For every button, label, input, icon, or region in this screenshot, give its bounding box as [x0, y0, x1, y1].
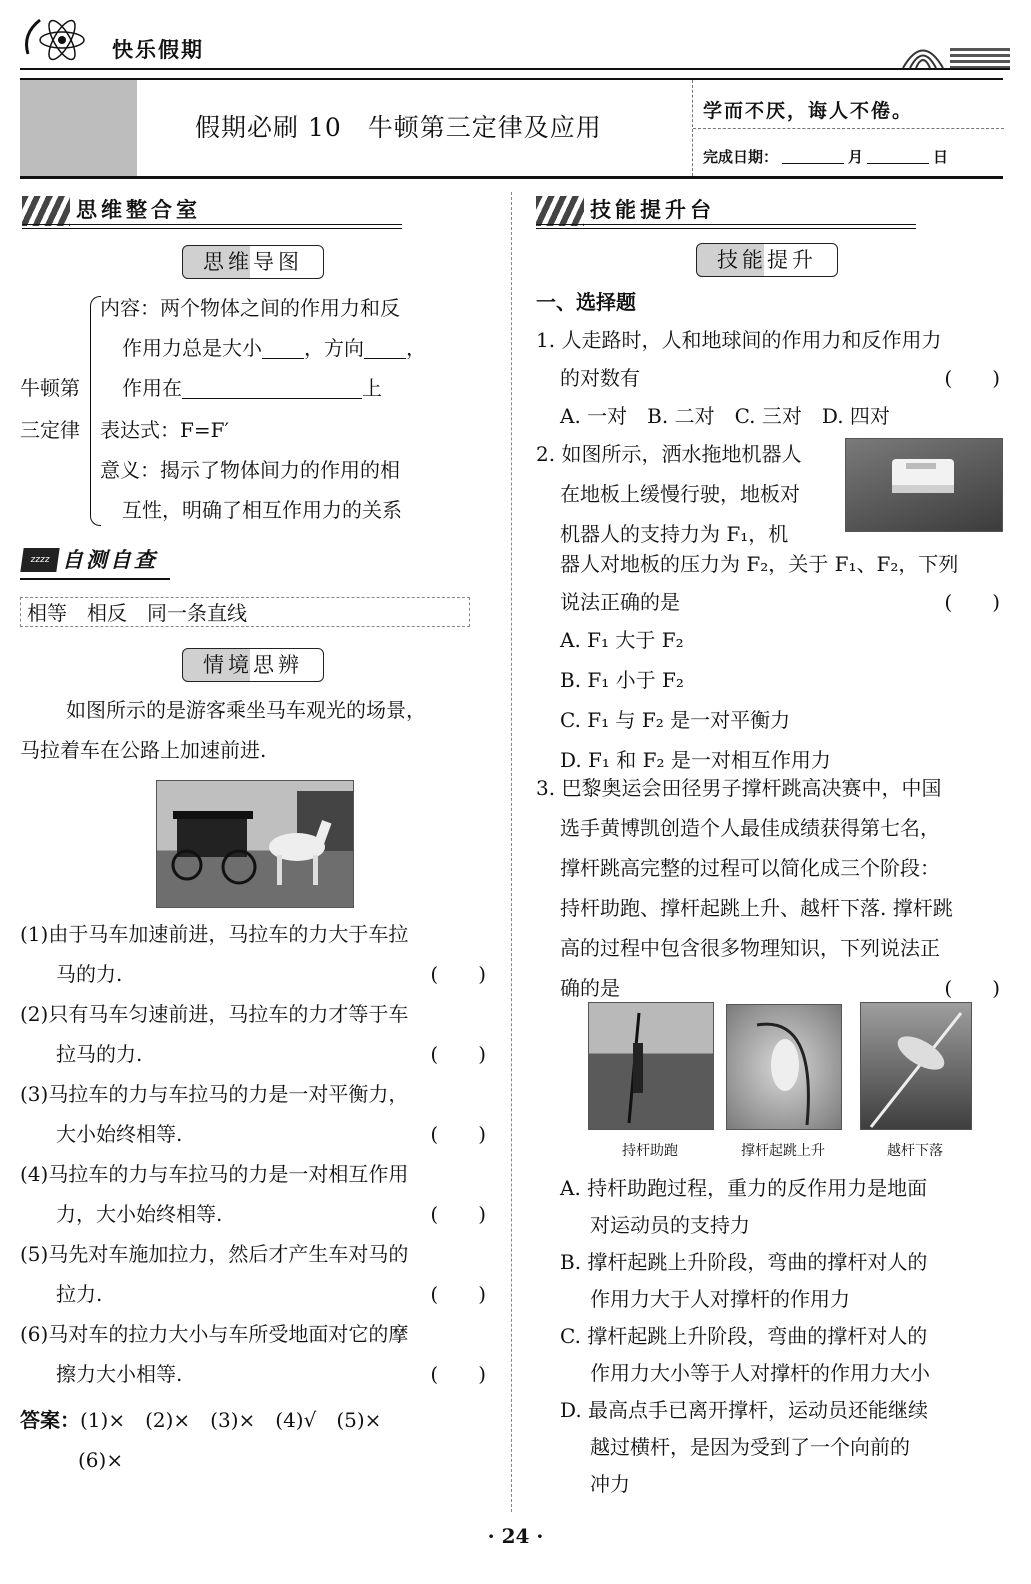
- title-gray-block: [20, 80, 137, 176]
- q3-option[interactable]: C. 撑杆起跳上升阶段，弯曲的撑杆对人的: [560, 1324, 928, 1348]
- selftest-icon: zzzz: [20, 548, 59, 572]
- q2-line-1: 2. 如图所示，洒水拖地机器人: [536, 442, 802, 466]
- section-rule: [22, 224, 402, 229]
- acting-blank[interactable]: [182, 376, 362, 399]
- robot-image: [845, 438, 1003, 532]
- q3-option[interactable]: A. 持杆助跑过程，重力的反作用力是地面: [560, 1176, 928, 1200]
- direction-blank[interactable]: [364, 336, 406, 359]
- judgement-answer-paren[interactable]: ( ): [430, 1122, 486, 1146]
- mindmap-line-meaning: 意义：揭示了物体间力的作用的相: [100, 458, 400, 482]
- judgement-line-1: (4)马拉车的力与车拉马的力是一对相互作用: [20, 1162, 409, 1186]
- q3-stem-line: 高的过程中包含很多物理知识，下列说法正: [560, 936, 940, 960]
- q3-option-continuation: 作用力大于人对撑杆的作用力: [590, 1287, 850, 1311]
- mindmap-line-expression: 表达式：F=F′: [100, 418, 230, 442]
- judgement-answer-paren[interactable]: ( ): [430, 1362, 486, 1386]
- judgement-line-1: (3)马拉车的力与车拉马的力是一对平衡力，: [20, 1082, 409, 1106]
- q3-option-continuation: 作用力大小等于人对撑杆的作用力大小: [590, 1361, 930, 1385]
- q3-stem-line: 撑杆跳高完整的过程可以简化成三个阶段：: [560, 856, 940, 880]
- day-blank[interactable]: [867, 149, 929, 164]
- completion-date: [703, 146, 948, 167]
- answer-label: 答案：: [20, 1408, 80, 1432]
- judgement-answer-paren[interactable]: ( ): [430, 1042, 486, 1066]
- scenario-text-2: 马拉着车在公路上加速前进.: [20, 738, 267, 762]
- judgement-line-1: (1)由于马车加速前进，马拉车的力大于车拉: [20, 922, 409, 946]
- q3-stem-line: 3. 巴黎奥运会田径男子撑杆跳高决赛中，中国: [536, 776, 942, 800]
- brand-name: 快乐假期: [112, 38, 204, 62]
- q3-stem-line: 持杆助跑、撑杆起跳上升、越杆下落. 撑杆跳: [560, 896, 953, 920]
- mindmap-line-meaning-2: 互性，明确了相互作用力的关系: [122, 498, 402, 522]
- q3-answer-paren[interactable]: ( ): [944, 976, 1000, 1000]
- pole-run-image: [588, 1002, 714, 1130]
- q3-option[interactable]: D. 最高点手已离开撑杆，运动员还能继续: [560, 1398, 929, 1422]
- q3-option-continuation: 对运动员的支持力: [590, 1213, 750, 1237]
- q3-stem: [536, 768, 1000, 1008]
- q2-line-3: 机器人的支持力为 F₁，机: [560, 522, 789, 546]
- magnitude-blank[interactable]: [262, 336, 304, 359]
- judgement-list: [20, 914, 486, 1394]
- section-title: 思维整合室: [76, 198, 201, 222]
- chevron-icon: [536, 196, 584, 226]
- selftest-label: [20, 544, 170, 580]
- q3-stem-line: 确的是 ( ): [536, 968, 1000, 1008]
- judgement-line-2: 力，大小始终相等. ( ): [20, 1194, 486, 1234]
- mindmap-topic-2: 三定律: [20, 418, 80, 442]
- header-bars-decoration: [950, 48, 1010, 68]
- q3-option-continuation: 冲力: [590, 1472, 630, 1496]
- q1-line-2: 的对数有 ( ): [560, 358, 1000, 398]
- mindmap-pill: 思维导图: [182, 245, 324, 279]
- pole-rise-image: [726, 1004, 842, 1130]
- q3-options: [560, 1170, 1002, 1503]
- section-title: 技能提升台: [590, 198, 715, 222]
- date-label: 完成日期：: [703, 148, 779, 166]
- month-label: 月: [848, 148, 864, 166]
- day-label: 日: [933, 148, 949, 166]
- motto: 学而不厌，诲人不倦。: [703, 100, 914, 122]
- judgement-line-1: (5)马先对车施加拉力，然后才产生车对马的: [20, 1242, 409, 1266]
- judgement-line-2: 拉力. ( ): [20, 1274, 486, 1314]
- scenario-pill: 情境思辨: [182, 648, 324, 682]
- header-rule: [20, 68, 1010, 70]
- answer-line-1: [20, 1400, 490, 1440]
- section-header-right: [536, 192, 916, 232]
- judgement-line-1: (2)只有马车匀速前进，马拉车的力才等于车: [20, 1002, 409, 1026]
- page-number: · 24 ·: [487, 1524, 544, 1548]
- page-title: 假期必刷 10 牛顿第三定律及应用: [195, 113, 602, 142]
- title-band: [20, 78, 1003, 179]
- judgement-line-2: 擦力大小相等. ( ): [20, 1354, 486, 1394]
- chevron-icon: [22, 196, 70, 226]
- q2-option[interactable]: B. F₁ 小于 F₂: [560, 668, 684, 692]
- motto-divider: [693, 128, 1004, 129]
- section-header-left: [22, 192, 402, 232]
- mindmap-line-content: 内容：两个物体之间的作用力和反: [100, 296, 400, 320]
- q3-option[interactable]: B. 撑杆起跳上升阶段，弯曲的撑杆对人的: [560, 1250, 928, 1274]
- answer-line-2: (6)×: [78, 1448, 124, 1472]
- selftest-title: 自测自查: [62, 547, 158, 572]
- judgement-line-2: 拉马的力. ( ): [20, 1034, 486, 1074]
- q1-line-1: 1. 人走路时，人和地球间的作用力和反作用力: [536, 328, 942, 352]
- caption-bar-clear: 越杆下落: [887, 1143, 943, 1159]
- q1-answer-paren[interactable]: ( ): [944, 366, 1000, 390]
- robot-illustration: [846, 439, 1002, 531]
- judgement-line-1: (6)马对车的拉力大小与车所受地面对它的摩: [20, 1322, 409, 1346]
- q2-line-5: 说法正确的是 ( ): [560, 582, 1000, 622]
- judgement-answer-paren[interactable]: ( ): [430, 1202, 486, 1226]
- pole-rise-illustration: [727, 1005, 841, 1129]
- q1-options: A. 一对 B. 二对 C. 三对 D. 四对: [560, 404, 890, 428]
- part-title: 一、选择题: [536, 290, 636, 314]
- caption-pole-rise: 撑杆起跳上升: [741, 1143, 825, 1159]
- skill-pill: 技能提升: [696, 243, 838, 277]
- mindmap-line-acting: 作用在 上: [122, 376, 382, 400]
- section-rule: [536, 224, 916, 229]
- scenario-text-1: 如图所示的是游客乘坐马车观光的场景，: [66, 698, 426, 722]
- q2-answer-paren[interactable]: ( ): [944, 590, 1000, 614]
- flower-decoration-icon: [898, 38, 948, 68]
- bar-clear-illustration: [861, 1003, 971, 1129]
- selftest-answers: 相等 相反 同一条直线: [20, 597, 470, 627]
- header-brand: [20, 14, 1010, 66]
- horse-carriage-image: [156, 780, 354, 908]
- month-blank[interactable]: [782, 149, 844, 164]
- mindmap-line-direction: 作用力总是大小 ，方向 ，: [122, 336, 426, 360]
- motto-box: [692, 80, 1004, 176]
- atom-logo-icon: [20, 14, 90, 66]
- q2-line-2: 在地板上缓慢行驶，地板对: [560, 482, 800, 506]
- judgement-line-2: 大小始终相等. ( ): [20, 1114, 486, 1154]
- q3-stem-line: 选手黄博凯创造个人最佳成绩获得第七名，: [560, 816, 940, 840]
- caption-pole-run: 持杆助跑: [622, 1143, 678, 1159]
- judgement-answer-paren[interactable]: ( ): [430, 962, 486, 986]
- judgement-answer-paren[interactable]: ( ): [430, 1282, 486, 1306]
- bar-clear-image: [860, 1002, 972, 1130]
- q2-option[interactable]: D. F₁ 和 F₂ 是一对相互作用力: [560, 748, 831, 772]
- carriage-illustration: [157, 781, 353, 907]
- column-divider: [511, 192, 512, 1512]
- q2-option[interactable]: C. F₁ 与 F₂ 是一对平衡力: [560, 708, 791, 732]
- pole-run-illustration: [589, 1003, 713, 1129]
- answer-values-1: (1)× (2)× (3)× (4)√ (5)×: [80, 1408, 382, 1432]
- mindmap-topic-1: 牛顿第: [20, 376, 80, 400]
- q3-option-continuation: 越过横杆，是因为受到了一个向前的: [590, 1435, 910, 1459]
- judgement-line-2: 马的力. ( ): [20, 954, 486, 994]
- q2-line-4: 器人对地板的压力为 F₂，关于 F₁、F₂，下列: [560, 552, 959, 576]
- q2-option[interactable]: A. F₁ 大于 F₂: [560, 628, 684, 652]
- q2-options: [560, 620, 831, 780]
